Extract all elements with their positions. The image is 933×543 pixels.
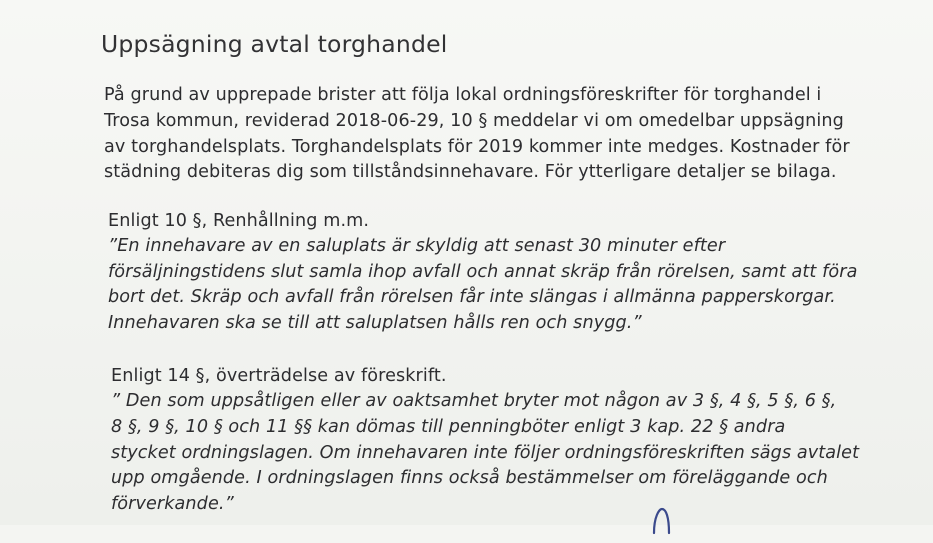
section2-quote-line: förverkande.” [111, 494, 234, 514]
section2-quote-line: 8 §, 9 §, 10 § och 11 §§ kan dömas till penningböter enligt 3 kap. 22 § andra [111, 417, 786, 437]
section2-quote-line: upp omgående. I ordningslagen finns också bestämmelser om föreläggande och [111, 468, 828, 488]
section1-quote-line: Innehavaren ska se till att saluplatsen hålls ren och snygg.” [108, 313, 642, 333]
section2-quote-line: stycket ordningslagen. Om innehavaren inte följer ordningsföreskriften sägs avtalet [111, 443, 860, 463]
document-title: Uppsägning avtal torghandel [101, 30, 448, 58]
intro-line: städning debiteras dig som tillståndsinnehavare. För ytterligare detaljer se bilaga. [104, 162, 837, 182]
pen-mark-icon [650, 503, 674, 543]
section1-heading: Enligt 10 §, Renhållning m.m. [108, 211, 370, 231]
intro-line: Trosa kommun, reviderad 2018-06-29, 10 § meddelar vi om omedelbar uppsägning [104, 111, 844, 131]
intro-line: På grund av upprepade brister att följa lokal ordningsföreskrifter för torghandel i [104, 85, 822, 105]
intro-line: av torghandelsplats. Torghandelsplats för 2019 kommer inte medges. Kostnader för [104, 137, 850, 157]
section2-heading: Enligt 14 §, överträdelse av föreskrift. [111, 366, 447, 386]
section2-quote-line: ” Den som uppsåtligen eller av oaktsamhet bryter mot någon av 3 §, 4 §, 5 §, 6 §, [111, 391, 837, 411]
section1-quote-line: bort det. Skräp och avfall från rörelsen får inte slängas i allmänna papperskorgar. [108, 287, 836, 307]
section1-quote-line: försäljningstidens slut samla ihop avfall och annat skräp från rörelsen, samt att föra [108, 262, 858, 282]
section1-quote-line: ”En innehavare av en saluplats är skyldig att senast 30 minuter efter [108, 236, 726, 256]
